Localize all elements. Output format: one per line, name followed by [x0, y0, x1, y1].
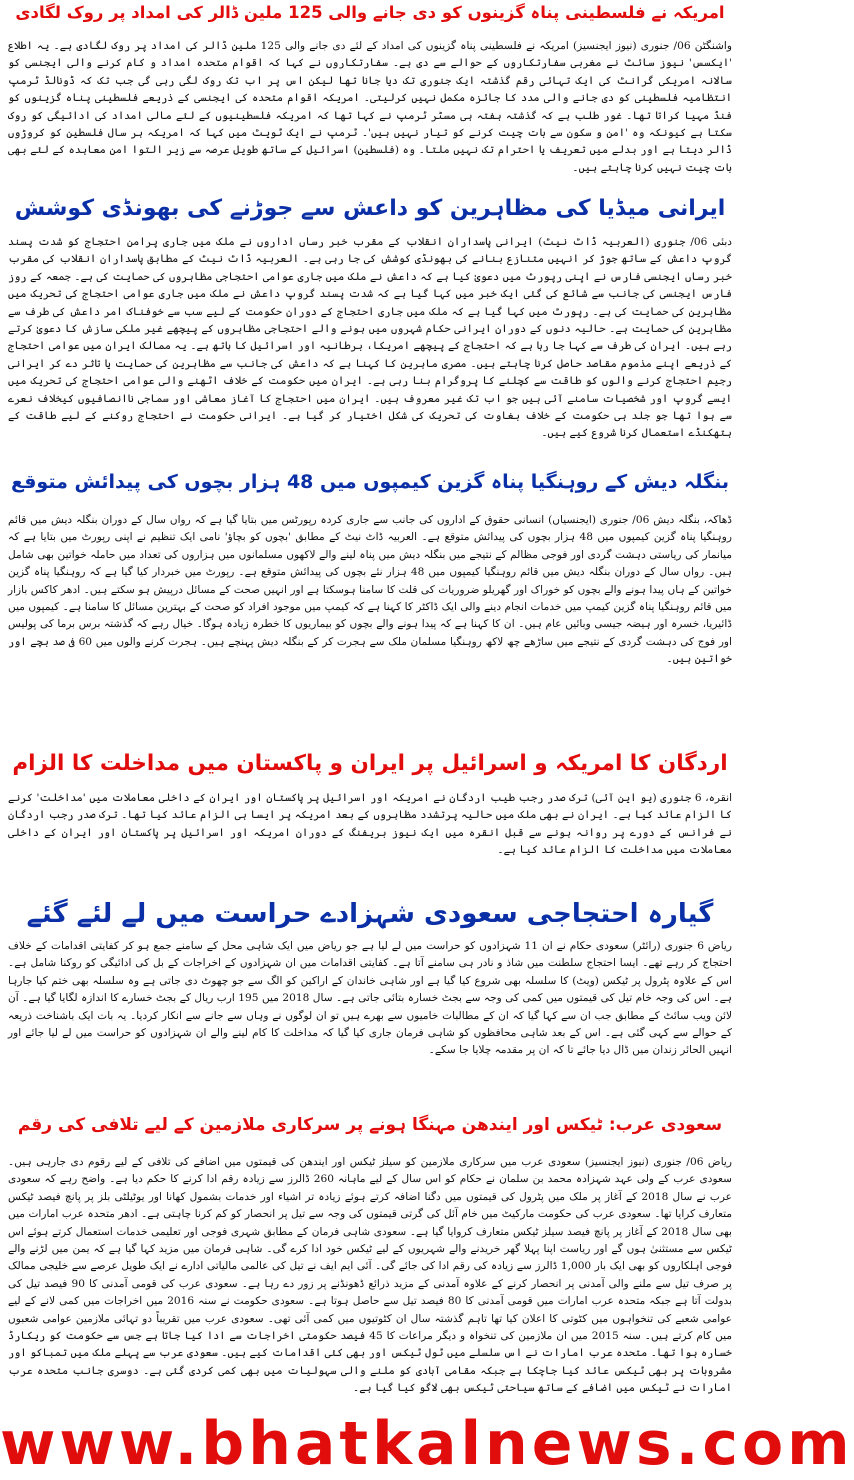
- article-6-headline: سعودی عرب: ٹیکس اور ایندھن مہنگا ہونے پر سرکاری ملازمین کے لیے تلافی کی رقم: [17, 1115, 723, 1135]
- article-4-headline: اردگان کا امریکہ و اسرائیل پر ایران و پاکستان میں مداخلت کا الزام: [12, 751, 728, 776]
- article-3-body: ڈھاکہ، بنگلہ دیش 06/ جنوری (ایجنسیاں) انسانی حقوق کے اداروں کی جانب سے جاری کردہ رپورٹس میں بتایا گیا ہے کہ رواں سال کے دوران بنگلہ دیش میں قائم روہنگیا پناہ گزین کیمپوں میں 48 ہزار بچوں کی پیدائش متوقع ہے۔ العربیہ ڈاٹ نیٹ کے مطابق 'بچوں کو بچاؤ' نامی ایک تنظیم نے اپنی رپورٹ میں بتایا ہے کہ میانمار کی ریاستی دہشت گردی اور فوجی مظالم کے نتیجے میں بنگلہ دیش میں پناہ لینے والے لاکھوں مسلمانوں میں ہزاروں کی تعداد میں حاملہ خواتین بھی شامل ہیں۔ رواں سال کے دوران بنگلہ دیش میں قائم روہنگیا کیمپوں میں 48 ہزار نئے بچوں کی پیدائش متوقع ہے۔ رپورٹ میں خبردار کیا گیا ہے کہ روہنگیا پناہ گزین خواتین کے ہاں پیدا ہونے والے بچوں کو خوراک اور گھریلو ضروریات کی قلت کا سامنا ہوسکتا ہے اور انہیں صحت کے مسائل درپیش ہو سکتے ہیں۔ ادھر کاکس بازار میں قائم روہنگیا پناہ گزین کیمپ میں خدمات انجام دینے والی ایک ڈاکٹر کا کہنا ہے کہ کیمپ میں موجود افراد کو صحت کے بہترین مسائل کا سامنا ہے۔ کیمپوں میں ڈائیریا، خسرہ اور ہیضہ جیسی وبائیں عام ہیں۔ ان کا کہنا ہے کہ پیدا ہونے والے بچوں کو بیماریوں کا خطرہ زیادہ ہوگا۔ خیال رہے کہ گذشتہ برس برما کی پولیس اور فوج کی دہشت گردی کے نتیجے میں ساڑھے چھ لاکھ روہنگیا مسلمان ملک سے ہجرت کر کے بنگلہ دیش پہنچے ہیں۔ ہجرت کرنے والوں میں 60 فی صد بچے اور خواتین ہیں۔: [8, 514, 733, 666]
- article-6-body: ریاض 06/ جنوری (نیوز ایجنسیز) سعودی عرب میں سرکاری ملازمین کو سیلز ٹیکس اور ایندھن کی قیمتوں میں اضافے کی تلافی کے لیے رقوم دی جارہی ہیں۔ سعودی عرب کے ولی عہد شہزادہ محمد بن سلمان نے حکام کو اس سال کے لیے ماہانہ 260 ڈالرز سے زیادہ رقم ادا کرنے کا حکم دیا ہے۔ واضح رہے کہ سعودی عرب نے سال 2018 کے آغاز پر ملک میں پٹرول کی قیمتوں میں دگنا اضافہ کرتے ہوئے زیادہ تر اشیاء اور خدمات بشمول کھانا اور یوٹیلٹی بلز پر پانچ فیصد ٹیکس متعارف کرایا تھا۔ سعودی عرب کی حکومت مارکیٹ میں خام آئل کی گرتی قیمتوں کی وجہ سے تیل پر انحصار کو کم کرنا چاہتی ہے۔ ادھر متحدہ عرب امارات میں بھی سال 2018 کے آغاز پر پانچ فیصد سیلز ٹیکس متعارف کروایا گیا ہے۔ سعودی شاہی فرمان کے مطابق شہری فوجی اور تعلیمی خدمات استعمال کرتے ہوئے اس ٹیکس سے مستثنیٰ ہوں گے اور ریاست اپنا پہلا گھر خریدنے والے شہریوں کے لیے ٹیکس خود ادا کرے گی۔ شاہی فرمان میں مزید کہا گیا ہے کہ یمن میں لڑنے والے فوجی اہلکاروں کو بھی ایک بار 1,000 ڈالرز سے زیادہ کی رقم ادا کی جائے گی۔ آئی ایم ایف نے تیل کی عالمی مالیاتی ادارے نے ایک طویل عرصے سے خلیجی ممالک پر صرف تیل سے ملنے والی آمدنی پر انحصار کرنے کے علاوہ آمدنی کے مزید ذرائع ڈھونڈنے پر زور دے رہا ہے۔ سعودی عرب کی قومی آمدنی کا 90 فیصد تیل کی بدولت آتا ہے جبکہ متحدہ عرب امارات میں قومی آمدنی کا 80 فیصد تیل سے حاصل ہوتا ہے۔ سعودی حکومت نے سنہ 2016 میں اخراجات میں کمی لانے کے لیے عوامی شعبے کی تنخواہوں میں کٹوتی کا اعلان کیا تھا تاہم گذشتہ سال ان کٹوتیوں میں کمی آئی تھی۔ سعودی عرب میں تقریباً دو تہائی ملازمین عوامی شعبوں میں کام کرتے ہیں۔ سنہ 2015 میں ان ملازمین کی تنخواہ و دیگر مراعات کا 45 فیصد حکومتی اخراجات سے ادا کیا جاتا ہے جس سے حکومت کو ریکارڈ خسارہ ہوا تھا۔ متحدہ عرب امارات نے اس سلسلے میں ٹول ٹیکس اور بھی کئی اقدامات کیے ہیں۔ سعودی عرب سے پہلے ملک میں تمباکو اور مشروبات پر بھی ٹیکس عائد کیا جاچکا ہے جبکہ مقامی آبادی کو ملنے والی سہولیات میں بھی کمی کردی گئی ہے۔ دوسری جانب متحدہ عرب امارات نے ٹیکس میں اضافے کے ساتھ سیاحتی ٹیکس بھی لاگو کیا گیا ہے۔: [8, 1156, 733, 1395]
- article-2-headline: ایرانی میڈیا کی مظاہرین کو داعش سے جوڑنے کی بھونڈی کوشش: [14, 196, 726, 221]
- article-3-headline: بنگلہ دیش کے روہنگیا پناہ گزین کیمپوں میں 48 ہزار بچوں کی پیدائش متوقع: [11, 471, 729, 493]
- article-4: [8, 738, 732, 862]
- website-url-banner: www.bhatkalnews.com: [0, 1409, 854, 1479]
- article-2: [8, 196, 732, 444]
- article-5-headline: گیارہ احتجاجی سعودی شہزادے حراست میں لے لئے گئے: [26, 899, 714, 929]
- article-3: [8, 472, 732, 738]
- article-5-body: ریاض 6 جنوری (رائٹر) سعودی حکام نے ان 11 شہزادوں کو حراست میں لے لیا ہے جو ریاض میں ایک شاہی محل کے سامنے جمع ہو کر کفایتی اقدامات کے خلاف احتجاج کر رہے تھے۔ ایسا احتجاج سلطنت میں شاذ و نادر ہی سامنے آتا ہے۔ کفایتی اقدامات میں ان شہزادوں کے اخراجات کے بل کی ادائیگی کو روکنا شامل ہے۔ اس کے علاوہ پٹرول پر ٹیکس (ویٹ) کا سلسلہ بھی شروع کیا گیا ہے اور شاہی خاندان کے اراکین کو الگ سے جو چھوٹ دی جاتی ہے وہ سلسلہ بھی ختم کیا جارہا ہے۔ اس کی وجہ خام تیل کی قیمتوں میں کمی کی وجہ سے بجٹ خسارہ بتائی جاتی ہے۔ سال 2018 میں 195 ارب ریال کے بجٹ خسارے کا اندازہ لگایا گیا ہے۔ آن لائن ویب سائٹ کے مطابق جب ان سے کہا گیا کہ ان کے مطالبات خامیوں سے بھرے ہیں تو ان لوگوں نے وہاں سے جانے سے انکار کردیا۔ یہ بات ایک باشناخت ذریعہ کے حوالے سے کہی گئی ہے۔ اس کے بعد شاہی محافظوں کو شاہی فرمان جاری کیا گیا کہ مداخلت کا کام لینے والے ان شہزادوں کو حراست میں لے لیا جائے اور انہیں الحائر زندان میں ڈال دیا جائے تا کہ ان پر مقدمہ چلایا جا سکے۔: [8, 940, 732, 1057]
- article-5: [8, 890, 732, 1112]
- article-2-body: دبئی 06/ جنوری (العربیہ ڈاٹ نیٹ) ایرانی پاسداران انقلاب کے مقرب خبر رساں اداروں نے ملک میں جاری پرامن احتجاج کو شدت پسند گروپ داعش کے ساتھ جوڑ کر انہیں متنازع بنانے کی بھونڈی کوشش کی جا رہی ہے۔ العربیہ ڈاٹ نیٹ کے مطابق پاسداران انقلاب کی مقرب خبر رساں ایجنسی فارس نے اپنی رپورٹ میں دعویٰ کیا ہے کہ داعش نے ملک میں جاری عوامی احتجاجی مظاہروں کی حمایت کی ہے۔ جمعہ کے روز فارس ایجنسی کی جانب سے شائع کی گئی ایک خبر میں کہا گیا ہے کہ شدت پسند گروپ داعش نے ملک میں جاری عوامی احتجاج کی تحریک میں مظاہرین کی حمایت کی ہے۔ رپورٹ میں کہا گیا ہے کہ ملک میں جاری احتجاج کے دوران حکومت کے لیے سب سے خوفناک امر داعش کی طرف سے مظاہرین کی حمایت ہے۔ حالیہ دنوں کے دوران ایرانی حکام شہروں میں ہونے والے احتجاجی مظاہروں کے پیچھے غیر ملکی سازش کا دعویٰ کرتے رہے ہیں۔ ایران کی طرف سے کہا جا رہا ہے کہ احتجاج کے پیچھے امریکا، برطانیہ اور اسرائیل کا ہاتھ ہے۔ یہ ممالک ایران میں عوامی احتجاج کے ذریعے اپنے مذموم مقاصد حاصل کرنا چاہتے ہیں۔ مصری ماہرین کا کہنا ہے کہ داعش کی جانب سے مظاہرین کی حمایت یا تاثر دے کر ایرانی رجیم احتجاج کرنے والوں کو طاقت سے کچلنے کا پروگرام بنا رہی ہے۔ ایران میں حکومت کے خلاف اٹھنے والی عوامی احتجاج کی تحریک میں ایسے گروپ اور شخصیات سامنے آئی ہیں جو اب تک غیر معروف ہیں۔ ایران میں احتجاج کا آغاز معاشی اور سماجی ناانصافیوں کیخلاف نعرے سے ہوا تھا جو جلد ہی حکومت کے خلاف بغاوت کی تحریک کی شکل اختیار کر گیا ہے۔ ایرانی حکومت نے احتجاج روکنے کے لیے طاقت کے ہتھکنڈے استعمال کرنا شروع کیے ہیں۔: [8, 236, 733, 440]
- article-1-body: واشنگٹن 06/ جنوری (نیوز ایجنسیز) امریکہ نے فلسطینی پناہ گزینوں کی امداد کے لئے دی جانے والی 125 ملین ڈالر کی امداد پر روک لگادی ہے۔ یہ اطلاع 'ایکسس' نیوز سائٹ نے مغربی سفارتکاروں کے حوالے سے دی ہے۔ سفارتکاروں نے کہا کہ اقوام متحدہ امداد و کام کرنے والی ایجنسی کو سالانہ امریکی گرانٹ کی ایک تہائی رقم گذشتہ ایک جنوری تک دیا جانا تھا لیکن اس پر اب تک روک لگی رہی گی جب تک کہ ڈونالڈ ٹرمپ انتظامیہ فلسطینی کو دی جانے والی مدد کا جائزہ مکمل نہیں کرلیتی۔ امریکہ اقوام متحدہ کی ایجنسی کے ذریعے فلسطینی پناہ گزینوں کو فنڈ مہیا کراتا تھا۔ غور طلب ہے کہ گذشتہ ہفتہ ہی مسٹر ٹرمپ نے کہا تھا کہ امریکہ فلسطینیوں کے لئے مالی امداد کی ادائیگی کو روک سکتا ہے کیونکہ وہ 'امن و سکون سے بات چیت کرنے کو تیار نہیں ہیں'۔ ٹرمپ نے ایک ٹویٹ میں کہا کہ امریکہ ہر سال فلسطین کو کروڑوں ڈالر دیتا ہے اور بدلے میں تعریف یا احترام تک نہیں ملتا۔ وہ (فلسطین) اسرائیل کے ساتھ طویل عرصہ سے زیر التوا امن معاہدہ کے لئے بھی بات چیت نہیں کرنا چاہتے ہیں۔: [8, 40, 732, 174]
- article-1-headline: امریکہ نے فلسطینی پناہ گزینوں کو دی جانے والی 125 ملین ڈالر کی امداد پر روک لگادی: [15, 3, 725, 22]
- article-4-body: انقرہ، 6 جنوری (یو این آئی) ترک صدر رجب طیب اردگان نے امریکہ اور اسرائیل پر پاکستان اور ایران کے داخلی معاملات میں 'مداخلت' کرنے کا الزام عائد کیا ہے۔ ایران نے بھی ملک میں حالیہ پرتشدد مظاہروں کے بعد امریکہ پر ایسا ہی الزام عائد کیا تھا۔ ترک صدر رجب اردگان نے فرانس کے دورے پر روانہ ہونے سے قبل انقرہ میں ایک نیوز بریفنگ کے دوران امریکہ اور اسرائیل پر پاکستان اور ایران کے داخلی معاملات میں مداخلت کا الزام عائد کیا ہے۔: [8, 792, 733, 857]
- article-1: [8, 4, 732, 176]
- article-6: [8, 1116, 732, 1398]
